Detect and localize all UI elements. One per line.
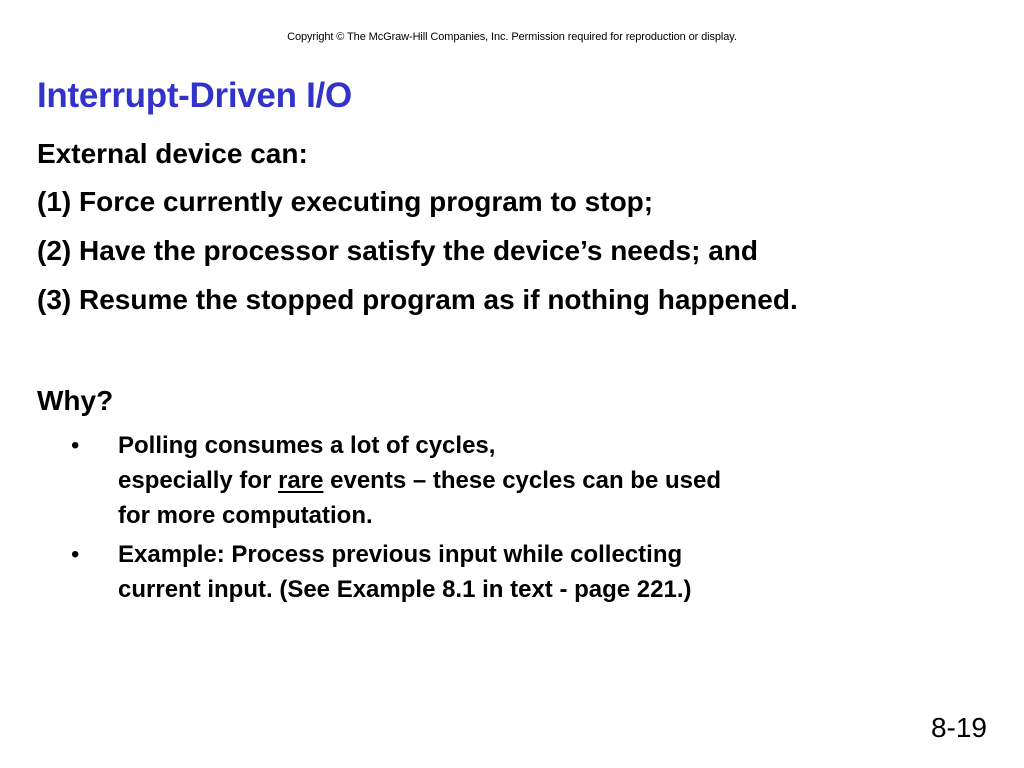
bullet-line: Example: Process previous input while collecting (118, 541, 683, 568)
page-number: 8-19 (930, 712, 987, 743)
bullet-text-polling (118, 428, 721, 533)
bullet-line-part: events – these cycles can be used (323, 467, 721, 494)
step-3: (3) Resume the stopped program as if nothing happened. (37, 284, 798, 315)
list-item (71, 428, 971, 533)
bullet-line: for more computation. (118, 502, 373, 529)
intro-line: External device can: (37, 138, 308, 169)
bullet-line-part: especially for (118, 467, 279, 494)
bullet-line: current input. (See Example 8.1 in text - page 221.) (118, 576, 692, 603)
step-1: (1) Force currently executing program to stop; (37, 186, 654, 217)
bullet-icon: • (71, 541, 80, 568)
underlined-word: rare (278, 467, 324, 494)
slide-title: Interrupt-Driven I/O (37, 76, 352, 115)
step-2: (2) Have the processor satisfy the device’s needs; and (37, 235, 759, 266)
why-heading: Why? (37, 385, 114, 416)
bullet-icon: • (71, 432, 80, 459)
copyright-notice: Copyright © The McGraw-Hill Companies, Inc. Permission required for reproduction or display. (287, 31, 737, 43)
bullet-line: Polling consumes a lot of cycles, (118, 432, 496, 459)
bullet-text-example (118, 537, 692, 607)
reasons-list (71, 428, 971, 611)
list-item (71, 537, 971, 607)
